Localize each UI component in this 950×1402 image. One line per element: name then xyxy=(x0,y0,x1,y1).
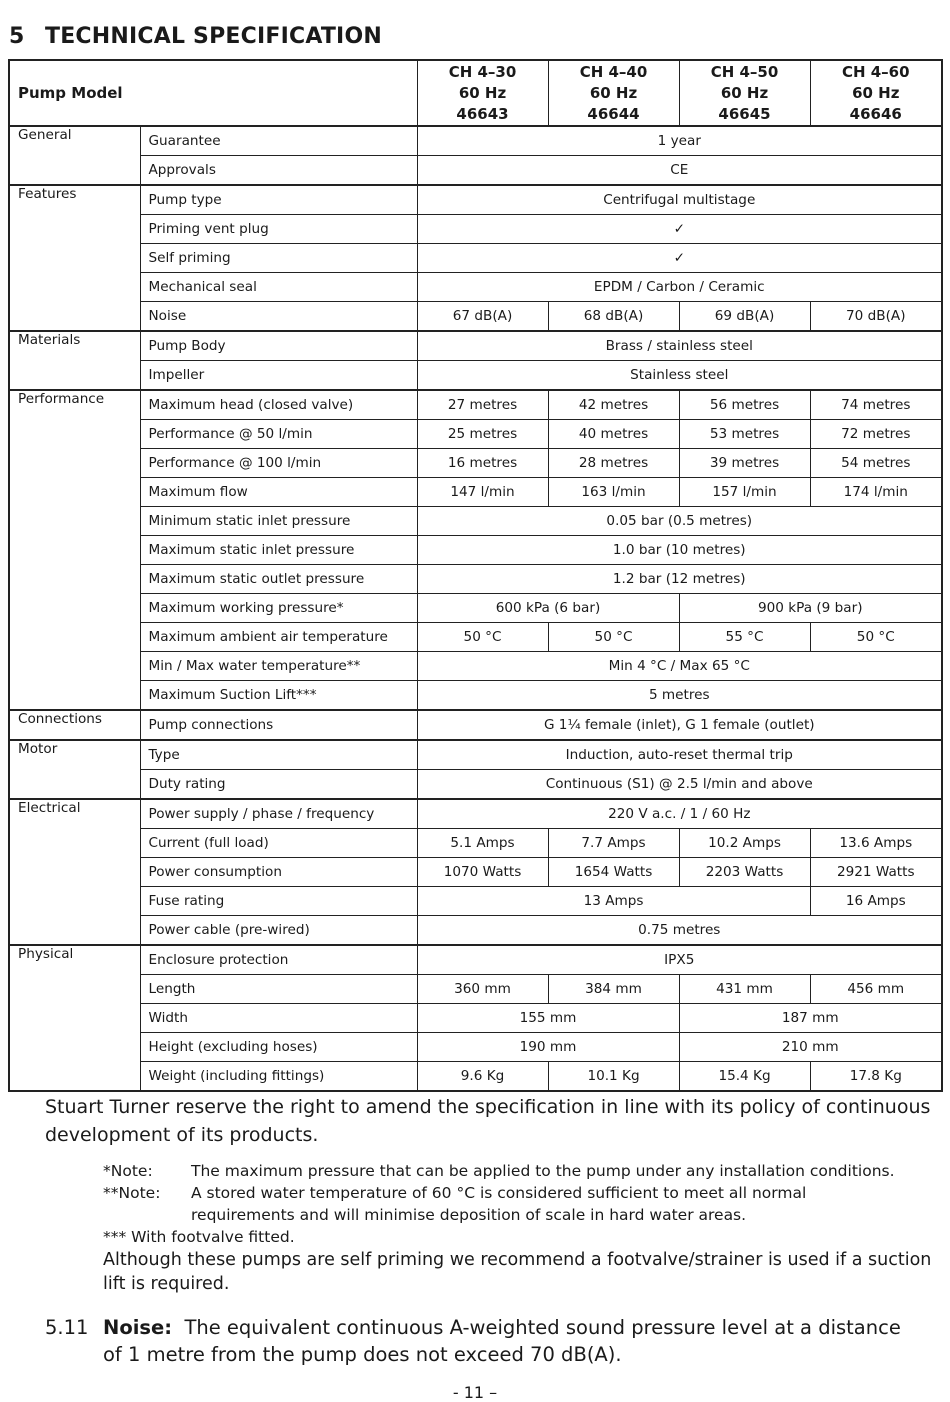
value-cell: 53 metres xyxy=(679,420,810,449)
value-cell: 67 dB(A) xyxy=(417,302,548,332)
value-cell: 0.05 bar (0.5 metres) xyxy=(417,507,942,536)
model-header: CH 4–30 60 Hz 46643 xyxy=(417,60,548,126)
value-cell: 68 dB(A) xyxy=(548,302,679,332)
table-row xyxy=(9,390,942,420)
value-cell: Brass / stainless steel xyxy=(417,331,942,361)
value-cell: 16 metres xyxy=(417,449,548,478)
footnote-3: *** With footvalve fitted. xyxy=(103,1228,295,1246)
row-label: Weight (including fittings) xyxy=(140,1062,417,1092)
value-cell: 1.2 bar (12 metres) xyxy=(417,565,942,594)
value-cell: 72 metres xyxy=(810,420,942,449)
row-label: Maximum flow xyxy=(140,478,417,507)
table-row xyxy=(9,156,942,186)
value-cell: Stainless steel xyxy=(417,361,942,391)
value-cell: 25 metres xyxy=(417,420,548,449)
value-cell: 1.0 bar (10 metres) xyxy=(417,536,942,565)
value-cell: 13.6 Amps xyxy=(810,829,942,858)
table-row xyxy=(9,331,942,361)
value-cell: 2921 Watts xyxy=(810,858,942,887)
value-cell: 70 dB(A) xyxy=(810,302,942,332)
value-cell: 147 l/min xyxy=(417,478,548,507)
value-cell: CE xyxy=(417,156,942,186)
group-label: Motor xyxy=(9,740,140,799)
table-row xyxy=(9,420,942,449)
value-cell: 220 V a.c. / 1 / 60 Hz xyxy=(417,799,942,829)
value-cell: 55 °C xyxy=(679,623,810,652)
value-cell: 56 metres xyxy=(679,390,810,420)
row-label: Pump type xyxy=(140,185,417,215)
notes xyxy=(45,1093,935,1149)
group-label: Performance xyxy=(9,390,140,710)
row-label: Fuse rating xyxy=(140,887,417,916)
value-cell: 157 l/min xyxy=(679,478,810,507)
table-row xyxy=(9,740,942,770)
value-cell: 2203 Watts xyxy=(679,858,810,887)
value-cell: 163 l/min xyxy=(548,478,679,507)
group-label: General xyxy=(9,126,140,185)
value-cell: ✓ xyxy=(417,215,942,244)
row-label: Self priming xyxy=(140,244,417,273)
value-cell: 431 mm xyxy=(679,975,810,1004)
value-cell: 1654 Watts xyxy=(548,858,679,887)
value-cell: 456 mm xyxy=(810,975,942,1004)
value-cell: 900 kPa (9 bar) xyxy=(679,594,942,623)
value-cell: 69 dB(A) xyxy=(679,302,810,332)
noise-section-text: The equivalent continuous A-weighted sound pressure level at a distance of 1 metre from the pump does not exceed 70 dB(A). xyxy=(103,1316,901,1366)
row-label: Maximum static outlet pressure xyxy=(140,565,417,594)
table-row xyxy=(9,681,942,711)
group-label: Physical xyxy=(9,945,140,1091)
row-label: Impeller xyxy=(140,361,417,391)
row-label: Power consumption xyxy=(140,858,417,887)
value-cell: G 1¼ female (inlet), G 1 female (outlet) xyxy=(417,710,942,740)
group-label: Connections xyxy=(9,710,140,740)
value-cell: 42 metres xyxy=(548,390,679,420)
row-label: Min / Max water temperature** xyxy=(140,652,417,681)
value-cell: 1070 Watts xyxy=(417,858,548,887)
table-row xyxy=(9,652,942,681)
row-label: Noise xyxy=(140,302,417,332)
table-row xyxy=(9,1062,942,1092)
table-header-row xyxy=(9,60,942,126)
page-number: - 11 – xyxy=(452,1383,498,1402)
value-cell: 190 mm xyxy=(417,1033,679,1062)
value-cell: 174 l/min xyxy=(810,478,942,507)
row-label: Type xyxy=(140,740,417,770)
value-cell: 28 metres xyxy=(548,449,679,478)
group-label: Materials xyxy=(9,331,140,390)
value-cell: 15.4 Kg xyxy=(679,1062,810,1092)
row-label: Approvals xyxy=(140,156,417,186)
table-row xyxy=(9,215,942,244)
footnote-2-label: **Note: xyxy=(103,1184,161,1202)
table-row xyxy=(9,829,942,858)
table-row xyxy=(9,770,942,800)
disclaimer-text: Stuart Turner reserve the right to amend the specification in line with its policy of continuous development of its products. xyxy=(45,1096,931,1146)
table-row xyxy=(9,536,942,565)
group-label: Electrical xyxy=(9,799,140,945)
value-cell: 39 metres xyxy=(679,449,810,478)
row-label: Maximum head (closed valve) xyxy=(140,390,417,420)
row-label: Width xyxy=(140,1004,417,1033)
table-row xyxy=(9,302,942,332)
table-row xyxy=(9,565,942,594)
footnote-1-label: *Note: xyxy=(103,1162,153,1180)
table-row xyxy=(9,710,942,740)
table-row xyxy=(9,478,942,507)
table-row xyxy=(9,975,942,1004)
value-cell: 155 mm xyxy=(417,1004,679,1033)
row-label: Performance @ 50 l/min xyxy=(140,420,417,449)
value-cell: 50 °C xyxy=(417,623,548,652)
table-row xyxy=(9,916,942,946)
value-cell: EPDM / Carbon / Ceramic xyxy=(417,273,942,302)
table-row xyxy=(9,1033,942,1062)
value-cell: IPX5 xyxy=(417,945,942,975)
value-cell: 54 metres xyxy=(810,449,942,478)
spec-table xyxy=(8,59,943,1092)
model-header: CH 4–50 60 Hz 46645 xyxy=(679,60,810,126)
row-label: Pump Body xyxy=(140,331,417,361)
value-cell: 10.2 Amps xyxy=(679,829,810,858)
row-label: Priming vent plug xyxy=(140,215,417,244)
section-number: 5 xyxy=(9,24,25,49)
value-cell: 13 Amps xyxy=(417,887,810,916)
row-label: Maximum working pressure* xyxy=(140,594,417,623)
value-cell: 210 mm xyxy=(679,1033,942,1062)
value-cell: ✓ xyxy=(417,244,942,273)
table-row xyxy=(9,361,942,391)
value-cell: 384 mm xyxy=(548,975,679,1004)
table-row xyxy=(9,1004,942,1033)
table-row xyxy=(9,945,942,975)
table-row xyxy=(9,126,942,156)
section-title: TECHNICAL SPECIFICATION xyxy=(45,24,382,49)
table-row xyxy=(9,449,942,478)
value-cell: Centrifugal multistage xyxy=(417,185,942,215)
row-label: Length xyxy=(140,975,417,1004)
value-cell: 5 metres xyxy=(417,681,942,711)
footnote-1-text: The maximum pressure that can be applied to the pump under any installation conditions. xyxy=(191,1162,895,1180)
value-cell: 17.8 Kg xyxy=(810,1062,942,1092)
row-label: Guarantee xyxy=(140,126,417,156)
value-cell: 27 metres xyxy=(417,390,548,420)
value-cell: 360 mm xyxy=(417,975,548,1004)
table-row xyxy=(9,507,942,536)
value-cell: 5.1 Amps xyxy=(417,829,548,858)
row-label: Pump connections xyxy=(140,710,417,740)
noise-section-body xyxy=(103,1314,923,1368)
value-cell: 7.7 Amps xyxy=(548,829,679,858)
table-row xyxy=(9,185,942,215)
value-cell: 0.75 metres xyxy=(417,916,942,946)
section-heading xyxy=(9,24,382,49)
row-label: Mechanical seal xyxy=(140,273,417,302)
row-label: Height (excluding hoses) xyxy=(140,1033,417,1062)
pump-model-label: Pump Model xyxy=(9,60,417,126)
noise-section-label: Noise: xyxy=(103,1316,173,1339)
noise-section-number: 5.11 xyxy=(45,1316,89,1339)
row-label: Current (full load) xyxy=(140,829,417,858)
value-cell: 9.6 Kg xyxy=(417,1062,548,1092)
value-cell: 50 °C xyxy=(548,623,679,652)
table-row xyxy=(9,623,942,652)
value-cell: 74 metres xyxy=(810,390,942,420)
value-cell: Min 4 °C / Max 65 °C xyxy=(417,652,942,681)
group-label: Features xyxy=(9,185,140,331)
model-header: CH 4–40 60 Hz 46644 xyxy=(548,60,679,126)
advice-text: Although these pumps are self priming we recommend a footvalve/strainer is used if a suction lift is required. xyxy=(103,1250,932,1294)
model-header: CH 4–60 60 Hz 46646 xyxy=(810,60,942,126)
table-row xyxy=(9,858,942,887)
value-cell: 40 metres xyxy=(548,420,679,449)
table-row xyxy=(9,799,942,829)
value-cell: 16 Amps xyxy=(810,887,942,916)
value-cell: 10.1 Kg xyxy=(548,1062,679,1092)
value-cell: 600 kPa (6 bar) xyxy=(417,594,679,623)
row-label: Minimum static inlet pressure xyxy=(140,507,417,536)
value-cell: 187 mm xyxy=(679,1004,942,1033)
row-label: Power supply / phase / frequency xyxy=(140,799,417,829)
value-cell: 1 year xyxy=(417,126,942,156)
footnote-2-text: A stored water temperature of 60 °C is considered sufficient to meet all normal requirements and will minimise deposition of scale in hard water areas. xyxy=(191,1184,807,1224)
row-label: Performance @ 100 l/min xyxy=(140,449,417,478)
row-label: Power cable (pre-wired) xyxy=(140,916,417,946)
row-label: Maximum static inlet pressure xyxy=(140,536,417,565)
value-cell: Induction, auto-reset thermal trip xyxy=(417,740,942,770)
row-label: Maximum Suction Lift*** xyxy=(140,681,417,711)
table-row xyxy=(9,244,942,273)
row-label: Duty rating xyxy=(140,770,417,800)
table-row xyxy=(9,887,942,916)
value-cell: Continuous (S1) @ 2.5 l/min and above xyxy=(417,770,942,800)
table-row xyxy=(9,594,942,623)
table-row xyxy=(9,273,942,302)
row-label: Enclosure protection xyxy=(140,945,417,975)
value-cell: 50 °C xyxy=(810,623,942,652)
row-label: Maximum ambient air temperature xyxy=(140,623,417,652)
